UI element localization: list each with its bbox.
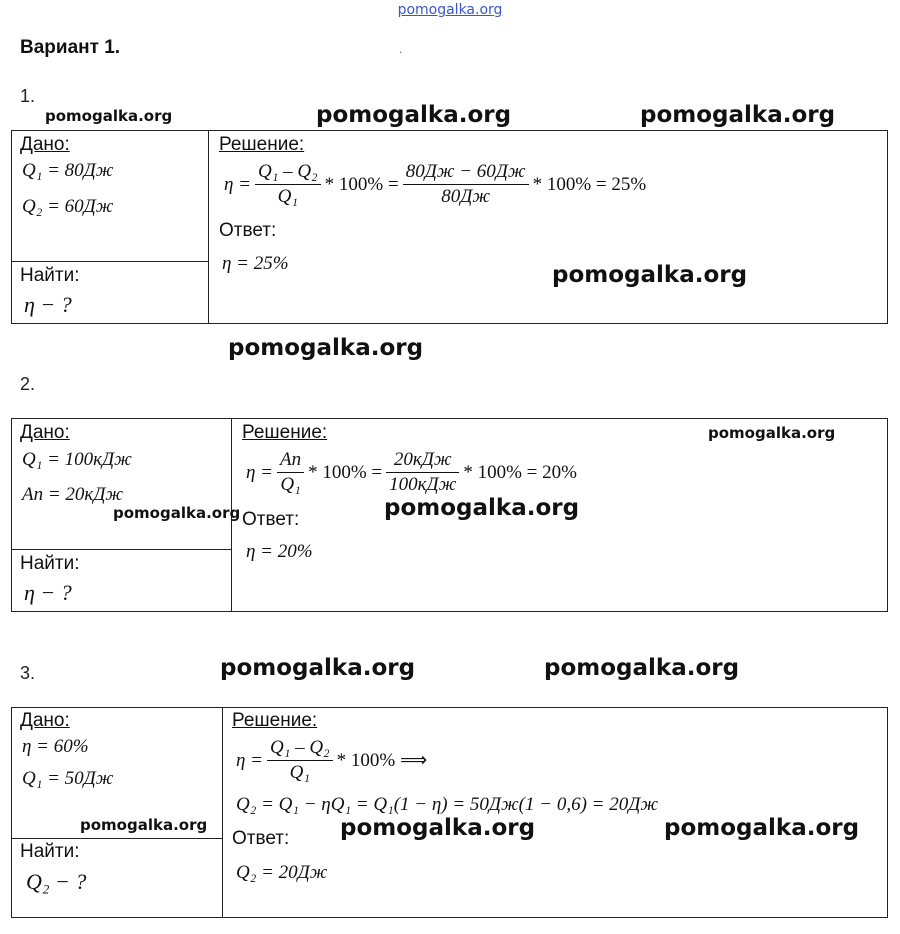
numerator: 20кДж (393, 449, 452, 470)
equation-result: * 100% = 25% (532, 173, 647, 195)
find-header: Найти: (20, 265, 80, 286)
denominator: Q₁ (267, 760, 333, 785)
equation-op: * 100% = (308, 461, 383, 483)
answer-value: η = 25% (222, 253, 289, 274)
equation-op: * 100% = (324, 173, 399, 195)
watermark: pomogalka.org (384, 495, 580, 521)
fraction (403, 160, 529, 209)
solution-header: Решение: (219, 134, 305, 155)
watermark: pomogalka.org (228, 335, 424, 361)
watermark: pomogalka.org (340, 815, 536, 841)
watermark: pomogalka.org (708, 424, 836, 442)
watermark: pomogalka.org (640, 102, 836, 128)
equation-op: * 100% ⟹ (336, 750, 428, 771)
answer-header: Ответ: (242, 509, 300, 530)
denominator: Q₁ (255, 184, 321, 209)
problem-3-row-divider (11, 838, 222, 839)
problem-1-number: 1. (20, 86, 36, 106)
problem-3-equation (236, 736, 431, 785)
watermark: pomogalka.org (220, 655, 416, 681)
find-value: Q₂ − ? (26, 869, 87, 894)
given-header: Дано: (20, 134, 70, 155)
find-header: Найти: (20, 841, 80, 862)
problem-1-row-divider (11, 261, 208, 262)
watermark: pomogalka.org (552, 262, 748, 288)
watermark: pomogalka.org (113, 504, 241, 522)
problem-3-number: 3. (20, 663, 36, 683)
problem-3-column-divider (222, 707, 223, 918)
given-header: Дано: (20, 422, 70, 443)
problem-1-column-divider (208, 130, 209, 324)
answer-value: Q₂ = 20Дж (236, 862, 328, 883)
watermark: pomogalka.org (664, 815, 860, 841)
denominator: 80Дж (403, 184, 529, 209)
answer-header: Ответ: (232, 828, 290, 849)
fraction (386, 448, 459, 497)
solution-header: Решение: (242, 422, 328, 443)
find-header: Найти: (20, 553, 80, 574)
watermark: pomogalka.org (544, 655, 740, 681)
numerator: Aп (280, 449, 302, 470)
denominator: 100кДж (386, 472, 459, 497)
watermark: pomogalka.org (80, 816, 208, 834)
answer-header: Ответ: (219, 220, 277, 241)
watermark: pomogalka.org (316, 102, 512, 128)
given-value: η = 60% (22, 736, 89, 757)
denominator: Q₁ (277, 472, 304, 497)
stray-mark: . (399, 42, 403, 56)
answer-value: η = 20% (246, 541, 313, 562)
problem-2-number: 2. (20, 374, 36, 394)
given-value: Q₁ = 80Дж (22, 160, 114, 181)
equation-result: * 100% = 20% (463, 461, 577, 483)
watermark: pomogalka.org (45, 107, 173, 125)
fraction (277, 448, 304, 497)
given-value: Aп = 20кДж (22, 484, 124, 505)
solution-header: Решение: (232, 710, 318, 731)
equation-lhs: η = (236, 749, 263, 771)
fraction (267, 736, 333, 785)
given-header: Дано: (20, 710, 70, 731)
equation-lhs: η = (224, 173, 251, 195)
problem-2-equation (246, 448, 581, 497)
given-value: Q₁ = 50Дж (22, 768, 114, 789)
given-value: Q₂ = 60Дж (22, 196, 114, 217)
find-value: η − ? (24, 580, 72, 605)
given-value: Q₁ = 100кДж (22, 449, 132, 470)
numerator: Q₁ – Q₂ (258, 161, 318, 182)
problem-2-row-divider (11, 549, 231, 550)
numerator: Q₁ – Q₂ (270, 737, 330, 758)
problem-1-equation (224, 160, 650, 209)
find-value: η − ? (24, 292, 72, 317)
numerator: 80Дж − 60Дж (405, 161, 526, 182)
top-watermark[interactable]: pomogalka.org (397, 2, 503, 18)
problem-3-equation-line-2: Q₂ = Q₁ − ηQ₁ = Q₁(1 − η) = 50Дж(1 − 0,6) = 20Дж (236, 794, 658, 815)
fraction (255, 160, 321, 209)
equation-lhs: η = (246, 461, 273, 483)
variant-title: Вариант 1. (20, 37, 121, 58)
